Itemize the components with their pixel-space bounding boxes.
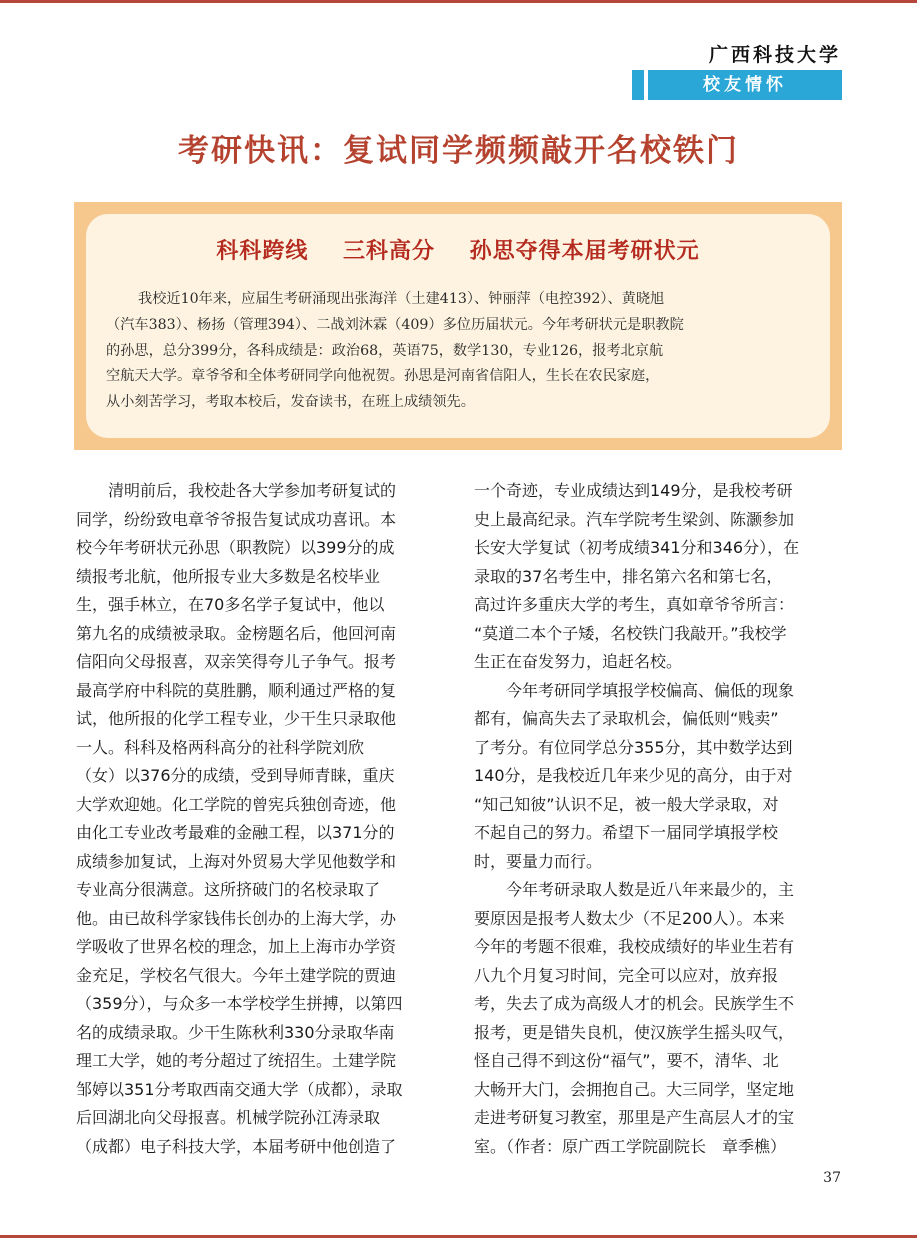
text-line: “莫道二本个子矮，名校铁门我敲开。”我校学 (474, 623, 787, 643)
text-line: 名的成绩录取。少干生陈秋利330分录取华南 (76, 1022, 395, 1042)
text-line: 绩报考北航，他所报专业大多数是名校毕业 (76, 566, 381, 586)
text-line: 报考，更是错失良机，使汉族学生摇头叹气， (474, 1022, 795, 1042)
text-line: 成绩参加复试，上海对外贸易大学见他数学和 (76, 851, 397, 871)
text-line: 140分，是我校近几年来少见的高分，由于对 (474, 766, 793, 785)
text-line: 信阳向父母报喜，双亲笑得夸儿子争气。报考 (76, 652, 397, 671)
text-line: 生正在奋发努力，追赶名校。 (474, 652, 683, 671)
text-line: 要原因是报考人数太少（不足200人）。本来 (474, 908, 785, 928)
text-line: 校今年考研状元孙思（职教院）以399分的成 (76, 538, 395, 557)
text-line: （汽车383）、杨扬（管理394）、二战刘沐霖（409）多位历届状元。今年考研状元是职教院 (106, 316, 684, 333)
text-line: 从小刻苦学习，考取本校后，发奋读书，在班上成绩领先。 (106, 394, 475, 411)
text-line: “知己知彼”认识不足，被一般大学录取，对 (474, 794, 779, 814)
university-name: 广西科技大学 (708, 44, 841, 66)
page-number: 37 (823, 1170, 841, 1186)
text-line: 他。由已故科学家钱伟长创办的上海大学，办 (76, 908, 397, 928)
text-line: 录取的37名考生中，排名第六名和第七名， (474, 566, 783, 586)
text-line: 生，强手林立，在70多名学子复试中，他以 (76, 595, 385, 614)
text-line: 由化工专业改考最难的金融工程，以371分的 (76, 823, 395, 842)
text-line: 怪自己得不到这份“福气”，要不，清华、北 (474, 1051, 779, 1070)
text-line: 金充足，学校名气很大。今年土建学院的贾迪 (76, 965, 397, 985)
text-line: （成都）电子科技大学，本届考研中他创造了 (76, 1136, 397, 1156)
text-line: 时，要量力而行。 (474, 851, 603, 871)
text-line: 的孙思，总分399分，各科成绩是：政治68，英语75，数学130，专业126，报考北京航 (106, 342, 664, 359)
highlight-box-title: 科科跨线 三科高分 孙思夺得本届考研状元 (216, 238, 700, 264)
text-line: 考，失去了成为高级人才的机会。民族学生不 (474, 994, 795, 1013)
text-line: 长安大学复试（初考成绩341分和346分），在 (474, 538, 800, 557)
text-line: 室。（作者：原广西工学院副院长 章季樵） (474, 1136, 787, 1156)
text-line: 不起自己的努力。希望下一届同学填报学校 (474, 823, 779, 842)
text-line: 理工大学，她的考分超过了统招生。土建学院 (76, 1051, 397, 1070)
text-line: 学吸收了世界名校的理念，加上上海市办学资 (76, 937, 397, 956)
text-line: 一个奇迹，专业成绩达到149分，是我校考研 (474, 481, 793, 500)
text-line: 史上最高纪录。汽车学院考生梁剑、陈灏参加 (474, 509, 795, 529)
text-line: 同学，纷纷致电章爷爷报告复试成功喜讯。本 (76, 509, 397, 529)
text-line: 今年考研录取人数是近八年来最少的，主 (506, 880, 795, 899)
text-line: 我校近10年来，应届生考研涌现出张海洋（土建413）、钟丽萍（电控392）、黄晓旭 (138, 291, 665, 307)
text-line: 了考分。有位同学总分355分，其中数学达到 (474, 737, 793, 757)
text-line: 第九名的成绩被录取。金榜题名后，他回河南 (76, 623, 397, 643)
text-line: 专业高分很满意。这所挤破门的名校录取了 (76, 880, 381, 899)
text-line: 高过许多重庆大学的考生，真如章爷爷所言： (474, 595, 795, 614)
section-accent-bar (632, 70, 644, 100)
top-rule (0, 0, 917, 3)
text-line: （女）以376分的成绩，受到导师青睐，重庆 (76, 766, 395, 785)
text-line: （359分），与众多一本学校学生拼搏，以第四 (76, 994, 403, 1013)
text-line: 试，他所报的化学工程专业，少干生只录取他 (76, 709, 397, 728)
text-line: 最高学府中科院的莫胜鹏，顺利通过严格的复 (76, 680, 397, 700)
bottom-rule (0, 1235, 917, 1238)
text-line: 都有，偏高失去了录取机会，偏低则“贱卖” (474, 709, 779, 728)
text-line: 后回湖北向父母报喜。机械学院孙江涛录取 (76, 1108, 381, 1127)
text-line: 大学欢迎她。化工学院的曾宪兵独创奇迹，他 (76, 794, 397, 814)
text-line: 邹婷以351分考取西南交通大学（成都），录取 (76, 1079, 403, 1099)
text-line: 空航天大学。章爷爷和全体考研同学向他祝贺。孙思是河南省信阳人，生长在农民家庭， (106, 368, 660, 385)
text-line: 走进考研复习教室，那里是产生高层人才的宝 (474, 1108, 795, 1127)
text-line: 八九个月复习时间，完全可以应对，放弃报 (474, 965, 779, 985)
brand-name (709, 40, 841, 67)
text-line: 大畅开大门，会拥抱自己。大三同学，坚定地 (474, 1079, 795, 1099)
article-title: 考研快讯：复试同学频频敲开名校铁门 (178, 133, 739, 169)
text-line: 一人。科科及格两科高分的社科学院刘欣 (76, 737, 365, 757)
text-line: 清明前后，我校赴各大学参加考研复试的 (108, 481, 397, 500)
text-line: 今年考研同学填报学校偏高、偏低的现象 (506, 680, 795, 700)
section-label: 校友情怀 (648, 70, 842, 100)
text-line: 今年的考题不很难，我校成绩好的毕业生若有 (474, 937, 795, 956)
